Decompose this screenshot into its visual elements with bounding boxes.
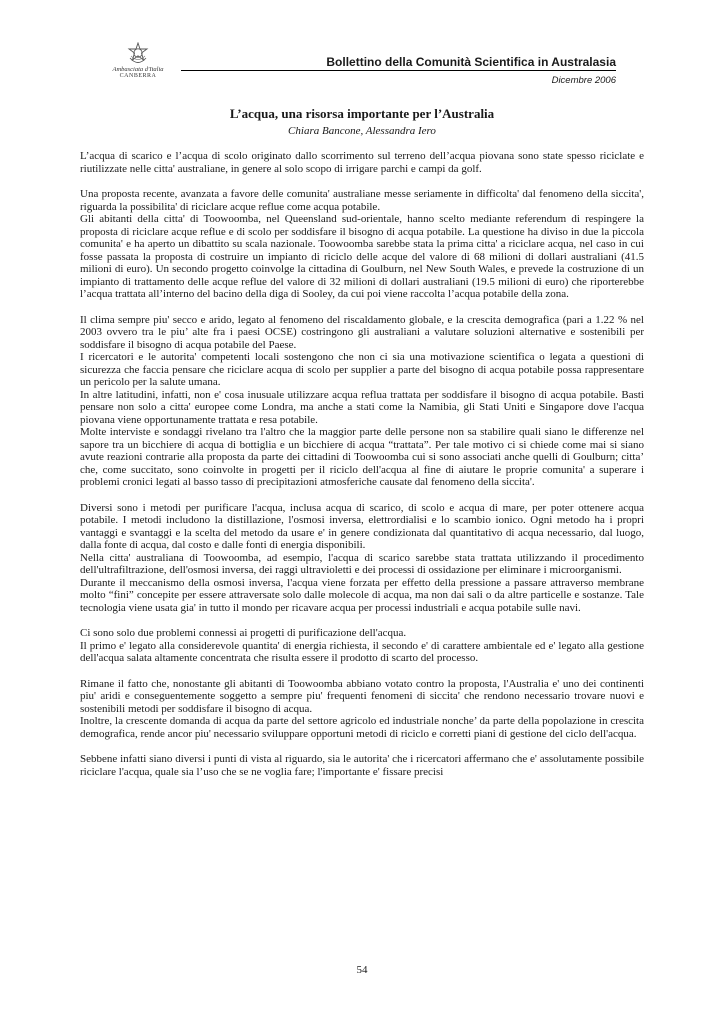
paragraph: Gli abitanti della citta' di Toowoomba, nel Queensland sud-orientale, hanno scelto mediante referendum di respingere la proposta di riciclare acque reflue e di scolo per soddisfare il bisogno di acqua potabile. La questione ha diviso in due la piccola comunita' e ha aperto un dibattito su scala nazionale. Toowoomba sarebbe stata la prima citta' a riciclare acqua, nel caso in cui fosse passata la proposta di costruire un impianto di riciclo delle acque del valore di 68 milioni di dollari australiani (41.5 milioni di euro). Un secondo progetto coinvolge la cittadina di Goulburn, nel New South Wales, e prevede la costruzione di un impianto di trattamento delle acque reflue del valore di 32 milioni di dollari australiani (19.5 milioni di euro) che riporterebbe l’acqua trattata all’interno del bacino della diga di Sooley, da cui poi viene raccolta l’acqua potabile della zona. <box>80 213 644 300</box>
paragraph: Nella citta' australiana di Toowoomba, ad esempio, l'acqua di scarico sarebbe stata trattata utilizzando il procedimento dell'ultrafiltrazione, dell'osmosi inversa, dei raggi ultravioletti e dei processi di ossidazione per eliminare i microorganismi. <box>80 551 644 576</box>
paragraph: Il primo e' legato alla considerevole quantita' di energia richiesta, il secondo e' di carattere ambientale ed e' legato alla gestione dell'acqua salata altamente concentrata che risulta essere il prodotto di scarto del processo. <box>80 639 644 664</box>
paragraph: I ricercatori e le autorita' competenti locali sostengono che non ci sia una motivazione scientifica o legata a questioni di sicurezza che faccia pensare che riciclare acqua di scolo per supplier a parte del bisogno di acqua potabile possa rappresentare un pericolo per la salute umana. <box>80 351 644 388</box>
emblem-caption-line-2: CANBERRA <box>119 73 157 79</box>
page-number: 54 <box>356 964 368 976</box>
paragraph: Inoltre, la crescente domanda di acqua da parte del settore agricolo ed industriale nonche’ da parte della popolazione in crescita demografica, rende ancor piu' necessario sviluppare opportuni metodi di riciclo e corretti piani di gestione del ciclo dell'acqua. <box>80 715 644 740</box>
issue-date: Dicembre 2006 <box>551 75 616 86</box>
bulletin-title: Bollettino della Comunità Scientifica in Australasia <box>326 55 616 69</box>
paragraph: Sebbene infatti siano diversi i punti di vista al riguardo, sia le autorita' che i ricercatori affermano che e' assolutamente possibile riciclare l'acqua, quale sia l’uso che se ne voglia fare; l'importante e' fissare precisi <box>80 753 644 778</box>
article-authors: Chiara Bancone, Alessandra Iero <box>288 125 436 137</box>
paragraph: L’acqua di scarico e l’acqua di scolo originato dallo scorrimento sul terreno dell’acqua piovana sono state spesso riciclate e riutilizzate nelle citta' australiane, in genere al solo scopo di irrigare parchi e campi da golf. <box>80 150 644 175</box>
paragraph: Rimane il fatto che, nonostante gli abitanti di Toowoomba abbiano votato contro la proposta, l'Australia e' uno dei continenti piu' aridi e conseguentemente soggetto a sempre piu' frequenti fenomeni di siccita' che rendono necessario trovare nuovi e sostenibili metodi per soddisfare il bisogno di acqua. <box>80 677 644 715</box>
paragraph: Durante il meccanismo della osmosi inversa, l'acqua viene forzata per effetto della pressione a passare attraverso membrane molto “fini” concepite per essere attraversate solo dalle molecole di acqua, ma non dai sali o da altre particelle e sostanze. Tale tecnologia viene usata gia' in tutto il mondo per ricavare acqua per processi industriali e acqua potabile sulle navi. <box>80 576 644 614</box>
article-body <box>80 150 644 778</box>
paragraph: Molte interviste e sondaggi rivelano tra l'altro che la maggior parte delle persone non sa stabilire quali siano le differenze nel sapore tra un bicchiere di acqua di bottiglia e un bicchiere di acqua “trattata”. Per tale motivo ci si chiede come mai si siano avute reazioni contrarie alla proposta da parte dei cittadini di Toowoomba cui si sono associati anche quelli di Goulburn; citta’ che, come succitato, sono coinvolte in progetti per il riciclo dell'acqua al fine di aiutare le proprie comunita' a superare i problemi cronici legati al basso tasso di precipitazioni atmosferiche causate dal fenomeno della siccita'. <box>80 426 644 488</box>
italian-republic-emblem-icon <box>127 42 149 66</box>
emblem-caption-line-1: Ambasciata d'Italia <box>112 66 164 73</box>
article-title: L’acqua, una risorsa importante per l’Australia <box>229 106 495 121</box>
header-divider <box>181 70 616 71</box>
paragraph: Il clima sempre piu' secco e arido, legato al fenomeno del riscaldamento globale, e la crescita demografica (pari a 1.22 % nel 2003 ovvero tra le piu’ alte fra i paesi OCSE) costringono gli australiani a valutare soluzioni alternative e sostenibili per soddisfare il bisogno di acqua potabile del Paese. <box>80 313 644 351</box>
paragraph: Ci sono solo due problemi connessi ai progetti di purificazione dell'acqua. <box>80 627 407 639</box>
paragraph: In altre latitudini, infatti, non e' cosa inusuale utilizzare acqua reflua trattata per soddisfare il bisogno di acqua potabile. Basti pensare non solo a citta' europee come Londra, ma anche a stati come la Namibia, gli Stati Uniti e Singapore dove l'acqua piovana viene opportunamente trattata e resa potabile. <box>80 388 644 426</box>
paragraph: Una proposta recente, avanzata a favore delle comunita' australiane messe seriamente in difficolta' dal fenomeno della siccita', riguarda la possibilita' di riciclare acque reflue come acqua potabile. <box>80 188 644 213</box>
paragraph: Diversi sono i metodi per purificare l'acqua, inclusa acqua di scarico, di scolo e acqua di mare, per poter ottenere acqua potabile. I metodi includono la distillazione, l'osmosi inversa, elettrordialisi e lo scambio ionico. Ogni metodo ha i propri vantaggi e svantaggi e la scelta del metodo da usare e' in genere condizionata dal quantitativo di acqua necessario, dal luogo, dalla fonte di acqua, dal costo e dalle fonti di energia disponibili. <box>80 501 644 551</box>
embassy-emblem <box>108 42 168 80</box>
